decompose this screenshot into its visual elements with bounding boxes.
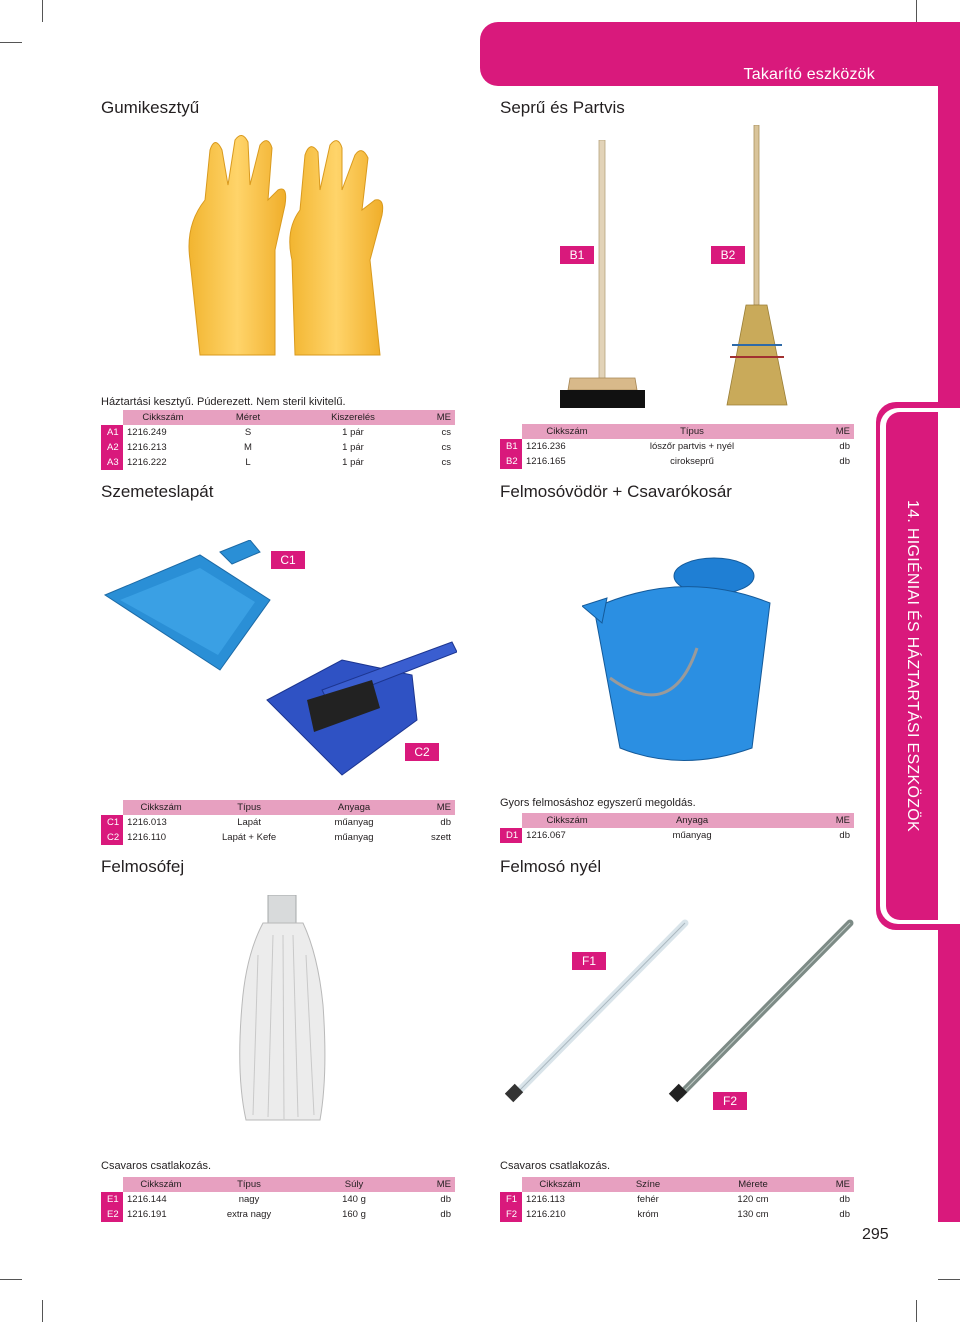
row-sku: 1216.210 — [526, 1209, 566, 1220]
crop-mark — [916, 0, 917, 22]
col-header: Cikkszám — [123, 410, 203, 425]
row-sku: 1216.213 — [127, 442, 167, 453]
row-unit: db — [839, 1209, 850, 1220]
row-type: extra nagy — [226, 1209, 272, 1220]
product-tag: F1 — [572, 952, 606, 970]
row-sku: 1216.067 — [526, 830, 566, 841]
bucket-table — [500, 813, 854, 843]
row-sku: 1216.144 — [127, 1194, 167, 1205]
dustpan-image — [100, 540, 275, 675]
crop-mark — [0, 1279, 22, 1280]
table-row — [101, 1207, 455, 1222]
product-tag: C2 — [405, 743, 439, 761]
table-row — [101, 815, 455, 830]
table-row — [500, 454, 854, 469]
col-header: Színe — [598, 1177, 698, 1192]
row-pack: 1 pár — [342, 427, 364, 438]
row-weight: 160 g — [342, 1209, 366, 1220]
mop-bucket-image — [582, 548, 777, 773]
dustpan-brush-set-image — [262, 640, 457, 780]
table-row — [500, 439, 854, 454]
row-unit: cs — [441, 457, 451, 468]
mophead-caption: Csavaros csatlakozás. — [101, 1160, 212, 1172]
row-unit: db — [839, 830, 850, 841]
col-header: ME — [772, 424, 854, 439]
section-title-brooms: Seprű és Partvis — [500, 98, 625, 117]
row-code: C2 — [101, 830, 123, 845]
row-type: lószőr partvis + nyél — [649, 441, 735, 452]
row-unit: db — [440, 1194, 451, 1205]
row-material: műanyag — [334, 817, 374, 828]
row-code: A1 — [101, 425, 123, 440]
corn-broom-image — [722, 125, 792, 410]
crop-mark — [916, 1300, 917, 1322]
row-code: E1 — [101, 1192, 123, 1207]
crop-mark — [42, 0, 43, 22]
row-code: F1 — [500, 1192, 522, 1207]
row-pack: 1 pár — [342, 457, 364, 468]
row-unit: db — [440, 1209, 451, 1220]
row-color: fehér — [637, 1194, 659, 1205]
dustpan-table — [101, 800, 455, 845]
handle-table — [500, 1177, 854, 1222]
col-header: ME — [413, 410, 455, 425]
table-row — [101, 455, 455, 470]
col-header: Mérete — [698, 1177, 808, 1192]
col-header: Cikkszám — [522, 1177, 598, 1192]
chapter-label: 14. HIGIÉNIAI ÉS HÁZTARTÁSI ESZKÖZÖK — [904, 499, 921, 833]
row-sku: 1216.165 — [526, 456, 566, 467]
col-header: Súly — [299, 1177, 409, 1192]
crop-mark — [0, 42, 22, 43]
col-header: Anyaga — [612, 813, 772, 828]
row-size: L — [245, 457, 251, 468]
gloves-table — [101, 410, 455, 470]
section-title-gloves: Gumikesztyű — [101, 98, 200, 117]
row-unit: db — [839, 1194, 850, 1205]
row-code: C1 — [101, 815, 123, 830]
row-code: B1 — [500, 439, 522, 454]
row-sku: 1216.013 — [127, 817, 167, 828]
product-tag: C1 — [271, 551, 305, 569]
mop-head-image — [228, 895, 338, 1130]
col-header: ME — [409, 1177, 455, 1192]
col-header: Cikkszám — [522, 424, 612, 439]
col-header: Cikkszám — [522, 813, 612, 828]
row-sku: 1216.236 — [526, 441, 566, 452]
gloves-image — [180, 130, 390, 365]
product-tag: B2 — [711, 246, 745, 264]
row-size: M — [244, 442, 252, 453]
mop-handles-image — [505, 915, 860, 1105]
row-code: A3 — [101, 455, 123, 470]
section-title-mophead: Felmosófej — [101, 857, 185, 876]
row-code: E2 — [101, 1207, 123, 1222]
row-sku: 1216.110 — [127, 832, 167, 843]
col-header: Típus — [612, 424, 772, 439]
row-material: műanyag — [334, 832, 374, 843]
col-header: Típus — [199, 1177, 299, 1192]
mophead-table — [101, 1177, 455, 1222]
row-type: Lapát + Kefe — [222, 832, 277, 843]
table-row — [101, 440, 455, 455]
table-row — [500, 1192, 854, 1207]
row-code: A2 — [101, 440, 123, 455]
push-broom-image — [555, 140, 650, 412]
row-type: cirokseprű — [670, 456, 714, 467]
row-unit: cs — [441, 442, 451, 453]
col-header: Típus — [199, 800, 299, 815]
row-type: nagy — [238, 1194, 260, 1205]
crop-mark — [938, 1279, 960, 1280]
row-type: Lapát — [237, 817, 261, 828]
brooms-table — [500, 424, 854, 469]
row-unit: cs — [441, 427, 451, 438]
crop-mark — [42, 1300, 43, 1322]
section-title-handle: Felmosó nyél — [500, 857, 602, 876]
page-number: 295 — [862, 1226, 889, 1243]
col-header: Anyaga — [299, 800, 409, 815]
col-header: Cikkszám — [123, 1177, 199, 1192]
col-header: ME — [772, 813, 854, 828]
handle-caption: Csavaros csatlakozás. — [500, 1160, 611, 1172]
row-size: 120 cm — [737, 1194, 769, 1205]
header-title: Takarító eszközök — [743, 66, 875, 83]
col-header: Cikkszám — [123, 800, 199, 815]
table-row — [101, 425, 455, 440]
product-tag: B1 — [560, 246, 594, 264]
row-code: D1 — [500, 828, 522, 843]
row-material: műanyag — [672, 830, 712, 841]
section-title-bucket: Felmosóvödör + Csavarókosár — [500, 482, 732, 501]
col-header: ME — [808, 1177, 854, 1192]
col-header: Kiszerelés — [293, 410, 413, 425]
row-code: B2 — [500, 454, 522, 469]
row-sku: 1216.249 — [127, 427, 167, 438]
row-color: króm — [637, 1209, 659, 1220]
bucket-caption: Gyors felmosáshoz egyszerű megoldás. — [500, 797, 696, 809]
row-code: F2 — [500, 1207, 522, 1222]
table-row — [101, 1192, 455, 1207]
section-title-dustpan: Szemeteslapát — [101, 482, 214, 501]
row-size: S — [244, 427, 252, 438]
table-row — [500, 1207, 854, 1222]
row-unit: db — [839, 456, 850, 467]
table-row — [500, 828, 854, 843]
table-row — [101, 830, 455, 845]
row-unit: db — [839, 441, 850, 452]
product-tag: F2 — [713, 1092, 747, 1110]
row-sku: 1216.191 — [127, 1209, 167, 1220]
row-sku: 1216.113 — [526, 1194, 565, 1205]
row-unit: db — [440, 817, 451, 828]
col-header: Méret — [203, 410, 293, 425]
col-header: ME — [409, 800, 455, 815]
row-size: 130 cm — [737, 1209, 769, 1220]
row-sku: 1216.222 — [127, 457, 167, 468]
row-unit: szett — [430, 832, 451, 843]
row-pack: 1 pár — [342, 442, 364, 453]
row-weight: 140 g — [342, 1194, 366, 1205]
gloves-caption: Háztartási kesztyű. Púderezett. Nem steril kivitelű. — [101, 396, 346, 408]
